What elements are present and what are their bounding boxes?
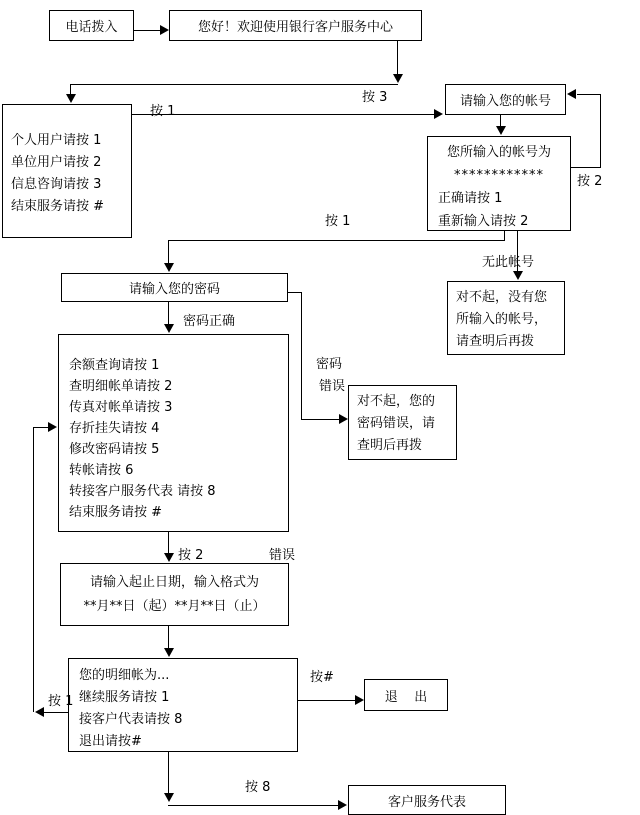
arrowhead-left-icon	[35, 707, 44, 717]
node-date-input	[60, 563, 289, 626]
flow-line	[168, 805, 338, 806]
menu-line: 个人用户请按 1	[11, 133, 102, 148]
edge-label-press2-menu: 按 2	[178, 548, 204, 563]
node-text: **月**日（起）**月**日（止）	[83, 599, 266, 614]
arrowhead-down-icon	[164, 553, 174, 562]
arrowhead-down-icon	[393, 74, 403, 83]
flow-line	[397, 41, 398, 75]
flow-line	[168, 752, 169, 794]
flow-line	[288, 292, 302, 293]
node-label: 退 出	[384, 689, 428, 705]
node-greeting	[169, 10, 422, 41]
flow-line	[168, 532, 169, 553]
arrowhead-down-icon	[164, 324, 174, 333]
edge-label-press2-right: 按 2	[577, 174, 603, 189]
arrowhead-right-icon	[48, 422, 57, 432]
edge-label-password-wrong: 密码	[316, 357, 343, 372]
menu-line: 结束服务请按 #	[69, 505, 163, 520]
node-label: 您好！欢迎使用银行客户服务中心	[197, 20, 393, 35]
flow-line	[44, 712, 68, 713]
node-account-confirm	[427, 136, 571, 231]
arrowhead-right-icon	[160, 25, 169, 35]
node-label: 请输入您的密码	[128, 282, 220, 297]
node-label: 请输入您的帐号	[459, 94, 551, 109]
flow-line	[571, 167, 601, 168]
node-no-account-message	[447, 281, 565, 355]
flow-line	[301, 292, 302, 419]
flow-line	[132, 114, 434, 115]
node-text: 对不起，您的	[357, 394, 436, 409]
node-password-input	[61, 273, 288, 302]
menu-line: 信息咨询请按 3	[11, 177, 102, 192]
edge-label-no-such-account: 无此帐号	[482, 255, 535, 270]
menu-line: 修改密码请按 5	[69, 442, 160, 457]
menu-line: 接客户代表请按 8	[79, 712, 183, 727]
flow-line	[298, 700, 355, 701]
arrowhead-right-icon	[338, 800, 347, 810]
edge-label-press3: 按 3	[362, 90, 388, 105]
node-label: 客户服务代表	[387, 794, 466, 810]
flow-line	[577, 94, 601, 95]
menu-line: 转接客户服务代表 请按 8	[69, 484, 216, 499]
edge-label-press1-mid: 按 1	[325, 214, 351, 229]
menu-line: 正确请按 1	[438, 191, 503, 206]
arrowhead-left-icon	[567, 89, 576, 99]
node-phone-dial	[49, 10, 134, 41]
menu-line: 继续服务请按 1	[79, 690, 170, 705]
node-user-type-menu	[2, 104, 132, 238]
menu-line: 存折挂失请按 4	[69, 421, 160, 436]
edge-label-press-hash: 按#	[310, 670, 334, 685]
edge-label-press1-top: 按 1	[150, 104, 176, 119]
node-text: 对不起，没有您	[456, 290, 548, 305]
arrowhead-right-icon	[355, 695, 364, 705]
node-main-menu	[58, 334, 289, 532]
menu-line: 余额查询请按 1	[69, 358, 160, 373]
flow-line	[134, 30, 161, 31]
arrowhead-right-icon	[434, 109, 443, 119]
flow-line	[33, 427, 34, 712]
node-detail-playback	[68, 658, 298, 752]
node-text: 查明后再拨	[357, 438, 423, 453]
edge-label-press8: 按 8	[245, 780, 271, 795]
node-text: 请查明后再拨	[456, 334, 535, 349]
arrowhead-down-icon	[164, 263, 174, 272]
flow-line	[301, 419, 339, 420]
flow-line	[504, 231, 505, 240]
edge-label-error: 错误	[269, 548, 296, 563]
flow-line	[600, 94, 601, 168]
menu-line: 结束服务请按 #	[11, 199, 105, 214]
flow-line	[70, 84, 398, 85]
flow-line	[168, 240, 505, 241]
flow-line	[168, 240, 169, 264]
edge-label-password-wrong: 错误	[319, 379, 346, 394]
node-text: 请输入起止日期，输入格式为	[89, 575, 259, 590]
node-text: 所输入的帐号，	[456, 312, 548, 327]
menu-line: 退出请按#	[79, 734, 142, 749]
arrowhead-down-icon	[496, 126, 506, 135]
arrowhead-down-icon	[513, 271, 523, 280]
menu-line: 查明细帐单请按 2	[69, 379, 173, 394]
arrowhead-down-icon	[66, 94, 76, 103]
node-label: 电话拨入	[65, 20, 118, 35]
menu-line: 转帐请按 6	[69, 463, 134, 478]
flow-line	[168, 626, 169, 648]
node-text: 密码错误，请	[357, 416, 436, 431]
edge-label-password-ok: 密码正确	[183, 314, 236, 329]
menu-line: 单位用户请按 2	[11, 155, 102, 170]
flow-line	[168, 302, 169, 325]
menu-line: 重新输入请按 2	[438, 214, 529, 229]
node-account-input	[445, 84, 566, 115]
flow-line	[33, 427, 48, 428]
node-text: 您所输入的帐号为	[446, 145, 551, 160]
arrowhead-right-icon	[339, 414, 348, 424]
menu-line: 传真对帐单请按 3	[69, 400, 173, 415]
node-password-error-message	[348, 385, 457, 460]
arrowhead-down-icon	[164, 793, 174, 802]
edge-label-press1-loop: 按 1	[48, 694, 74, 709]
arrowhead-down-icon	[164, 648, 174, 657]
node-customer-service-agent	[348, 785, 506, 815]
node-exit	[364, 679, 448, 711]
masked-account-number: ************	[454, 168, 544, 183]
menu-line: 您的明细帐为...	[79, 668, 170, 683]
